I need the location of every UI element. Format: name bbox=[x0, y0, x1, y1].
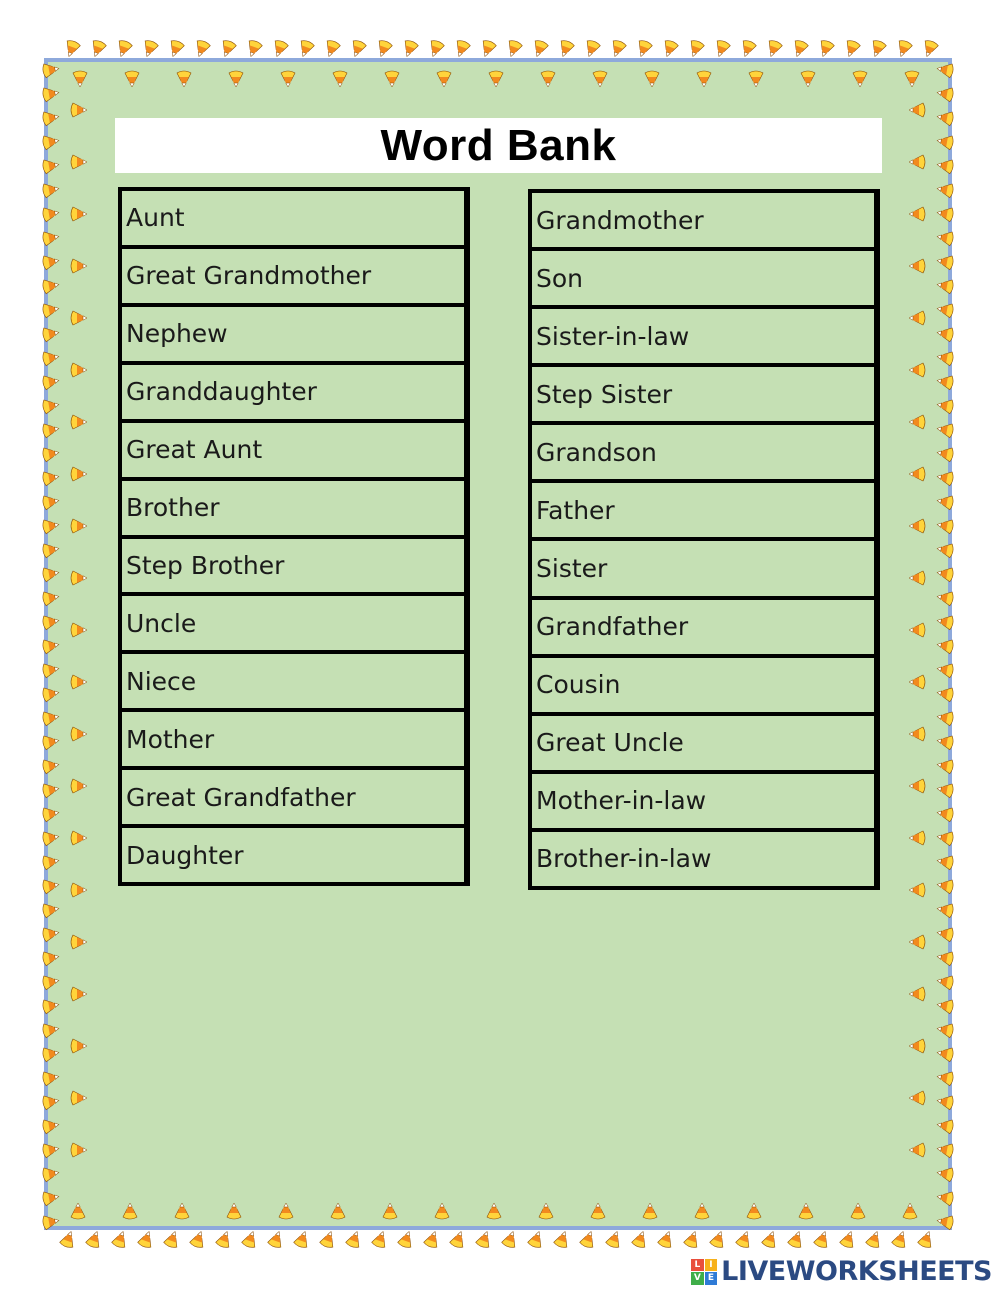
candy-corn-icon bbox=[686, 39, 705, 59]
candy-corn-icon bbox=[423, 1229, 442, 1249]
word-cell[interactable]: Cousin bbox=[532, 658, 874, 712]
candy-corn-icon bbox=[296, 39, 315, 59]
candy-corn-icon bbox=[111, 1229, 130, 1249]
candy-corn-icon bbox=[761, 1229, 780, 1249]
candy-corn-icon bbox=[709, 1229, 728, 1249]
candy-corn-icon bbox=[735, 1229, 754, 1249]
candy-corn-icon bbox=[764, 39, 783, 59]
candy-corn-icon bbox=[244, 39, 263, 59]
word-cell[interactable]: Mother bbox=[122, 712, 464, 766]
candy-corn-icon bbox=[478, 39, 497, 59]
candy-corn-icon bbox=[59, 1229, 78, 1249]
word-cell[interactable]: Daughter bbox=[122, 828, 464, 882]
candy-corn-icon bbox=[293, 1229, 312, 1249]
candy-corn-icon bbox=[322, 39, 341, 59]
candy-corn-icon bbox=[790, 39, 809, 59]
candy-corn-icon bbox=[397, 1229, 416, 1249]
candy-corn-icon bbox=[348, 39, 367, 59]
candy-corn-icon bbox=[738, 39, 757, 59]
candy-corn-icon bbox=[319, 1229, 338, 1249]
word-list-left bbox=[118, 187, 470, 886]
brand-name: LIVEWORKSHEETS bbox=[721, 1256, 992, 1287]
candy-corn-icon bbox=[634, 39, 653, 59]
candy-corn-icon bbox=[787, 1229, 806, 1249]
word-cell[interactable]: Grandfather bbox=[532, 600, 874, 654]
candy-corn-icon bbox=[582, 39, 601, 59]
word-cell[interactable]: Father bbox=[532, 483, 874, 537]
candy-corn-icon bbox=[579, 1229, 598, 1249]
liveworksheets-logo-icon: L I V E bbox=[691, 1259, 717, 1285]
candy-corn-icon bbox=[865, 1229, 884, 1249]
candy-corn-icon bbox=[556, 39, 575, 59]
candy-corn-icon bbox=[842, 39, 861, 59]
candy-corn-icon bbox=[140, 39, 159, 59]
candy-corn-icon bbox=[166, 39, 185, 59]
candy-corn-icon bbox=[85, 1229, 104, 1249]
candy-corn-icon bbox=[215, 1229, 234, 1249]
word-cell[interactable]: Brother-in-law bbox=[532, 832, 874, 886]
word-cell[interactable]: Great Grandmother bbox=[122, 249, 464, 303]
word-cell[interactable]: Granddaughter bbox=[122, 365, 464, 419]
candy-corn-icon bbox=[452, 39, 471, 59]
candy-corn-icon bbox=[605, 1229, 624, 1249]
candy-corn-icon bbox=[137, 1229, 156, 1249]
word-cell[interactable]: Sister bbox=[532, 541, 874, 595]
word-cell[interactable]: Brother bbox=[122, 481, 464, 535]
word-cell[interactable]: Grandson bbox=[532, 425, 874, 479]
candy-corn-icon bbox=[426, 39, 445, 59]
candy-corn-icon bbox=[449, 1229, 468, 1249]
word-cell[interactable]: Great Grandfather bbox=[122, 770, 464, 824]
candy-corn-icon bbox=[241, 1229, 260, 1249]
candy-corn-icon bbox=[62, 39, 81, 59]
word-cell[interactable]: Aunt bbox=[122, 191, 464, 245]
word-cell[interactable]: Uncle bbox=[122, 596, 464, 650]
candy-corn-icon bbox=[374, 39, 393, 59]
candy-corn-icon bbox=[504, 39, 523, 59]
word-list-right bbox=[528, 189, 880, 890]
candy-corn-icon bbox=[608, 39, 627, 59]
word-cell[interactable]: Son bbox=[532, 251, 874, 305]
candy-corn-icon bbox=[270, 39, 289, 59]
candy-corn-icon bbox=[218, 39, 237, 59]
title-bar bbox=[115, 118, 882, 173]
candy-corn-icon bbox=[816, 39, 835, 59]
candy-corn-icon bbox=[88, 39, 107, 59]
candy-corn-icon bbox=[894, 39, 913, 59]
candy-corn-icon bbox=[660, 39, 679, 59]
word-cell[interactable]: Niece bbox=[122, 654, 464, 708]
candy-corn-icon bbox=[501, 1229, 520, 1249]
candy-corn-icon bbox=[657, 1229, 676, 1249]
word-cell[interactable]: Great Uncle bbox=[532, 716, 874, 770]
word-cell[interactable]: Step Brother bbox=[122, 539, 464, 593]
word-cell[interactable]: Mother-in-law bbox=[532, 774, 874, 828]
candy-corn-icon bbox=[400, 39, 419, 59]
word-cell[interactable]: Great Aunt bbox=[122, 423, 464, 477]
word-cell[interactable]: Grandmother bbox=[532, 193, 874, 247]
candy-corn-icon bbox=[163, 1229, 182, 1249]
candy-corn-icon bbox=[917, 1229, 936, 1249]
candy-corn-icon bbox=[813, 1229, 832, 1249]
candy-corn-icon bbox=[839, 1229, 858, 1249]
candy-corn-icon bbox=[192, 39, 211, 59]
candy-corn-icon bbox=[712, 39, 731, 59]
candy-corn-icon bbox=[631, 1229, 650, 1249]
candy-corn-icon bbox=[371, 1229, 390, 1249]
word-cell[interactable]: Sister-in-law bbox=[532, 309, 874, 363]
candy-corn-icon bbox=[345, 1229, 364, 1249]
candy-corn-icon bbox=[920, 39, 939, 59]
page-title: Word Bank bbox=[380, 120, 617, 170]
candy-corn-icon bbox=[868, 39, 887, 59]
candy-corn-icon bbox=[527, 1229, 546, 1249]
candy-corn-icon bbox=[553, 1229, 572, 1249]
word-cell[interactable]: Nephew bbox=[122, 307, 464, 361]
liveworksheets-brand[interactable] bbox=[691, 1256, 992, 1287]
candy-corn-icon bbox=[683, 1229, 702, 1249]
candy-corn-icon bbox=[189, 1229, 208, 1249]
word-cell[interactable]: Step Sister bbox=[532, 367, 874, 421]
candy-corn-icon bbox=[530, 39, 549, 59]
candy-corn-icon bbox=[114, 39, 133, 59]
candy-corn-icon bbox=[891, 1229, 910, 1249]
candy-corn-icon bbox=[267, 1229, 286, 1249]
candy-corn-icon bbox=[475, 1229, 494, 1249]
